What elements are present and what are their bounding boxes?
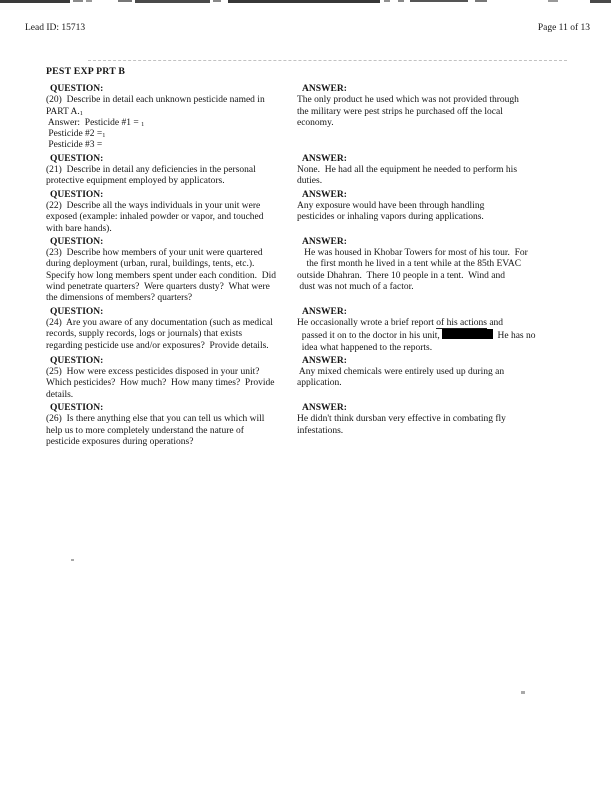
- answer-text: pesticides or inhaling vapors during applications.: [297, 212, 484, 223]
- answer-label: ANSWER:: [302, 236, 347, 247]
- answer-text: idea what happened to the reports.: [297, 342, 433, 353]
- question-text: wind penetrate quarters? Were quarters dusty? What were: [46, 282, 270, 293]
- answer-column: [297, 190, 570, 235]
- answer-text: The only product he used which was not provided through: [297, 95, 519, 106]
- answer-label: ANSWER:: [302, 306, 347, 317]
- question-text: Answer: Pesticide #1 = 1: [46, 117, 145, 128]
- answer-text: He didn't think dursban very effective in combating fly: [297, 414, 506, 425]
- question-text: regarding pesticide use and/or exposures? Provide details.: [46, 340, 269, 351]
- answer-text: He occasionally wrote a brief report of his actions and: [297, 317, 504, 328]
- qa-section-22: [46, 190, 570, 235]
- question-text: (21) Describe in detail any deficiencies in the personal: [46, 165, 256, 176]
- answer-column: [297, 154, 570, 188]
- question-text: (20) Describe in detail each unknown pesticide named in: [46, 95, 265, 106]
- scan-artifact-separator: [88, 60, 567, 61]
- subscript-mark: 1: [141, 120, 145, 128]
- answer-label: ANSWER:: [302, 84, 347, 94]
- qa-section-23: [46, 237, 570, 305]
- answer-text: outside Dhahran. There 10 people in a tent. Wind and: [297, 270, 505, 281]
- answer-label: ANSWER:: [302, 403, 347, 414]
- question-text: during deployment (urban, rural, buildings, tents, etc.).: [46, 259, 255, 270]
- question-text: records, supply records, logs or journals) that exists: [46, 329, 243, 340]
- question-text: PART A.1: [46, 106, 83, 117]
- answer-column: [297, 403, 570, 448]
- answer-text: passed it on to the doctor in his unit, He has no: [297, 331, 536, 342]
- qa-section-20: [46, 84, 570, 152]
- document-title: PEST EXP PRT B: [46, 66, 126, 77]
- question-label: QUESTION:: [50, 236, 104, 247]
- answer-text: application.: [297, 378, 342, 389]
- question-text: (24) Are you aware of any documentation (such as medical: [46, 317, 273, 328]
- question-text: details.: [46, 389, 74, 400]
- page-number: Page 11 of 13: [537, 23, 590, 33]
- answer-text: duties.: [297, 176, 323, 187]
- answer-text: infestations.: [297, 425, 344, 436]
- page-header: [25, 23, 590, 33]
- qa-table: [46, 84, 570, 450]
- answer-column: [297, 307, 570, 354]
- question-text: help us to more completely understand the nature of: [46, 425, 244, 436]
- qa-section-24: [46, 307, 570, 354]
- answer-text: the first month he lived in a tent while at the 85th EVAC: [297, 259, 522, 270]
- answer-text: He was housed in Khobar Towers for most of his tour. For: [297, 248, 528, 259]
- question-text: (23) Describe how members of your unit were quartered: [46, 248, 263, 259]
- answer-label: ANSWER:: [302, 189, 347, 200]
- question-text: Pesticide #2 =1: [46, 129, 106, 140]
- question-column: [46, 403, 297, 448]
- answer-label: ANSWER:: [302, 355, 347, 366]
- question-label: QUESTION:: [50, 84, 104, 94]
- question-label: QUESTION:: [50, 403, 104, 414]
- answer-text: Any mixed chemicals were entirely used up during an: [297, 367, 505, 378]
- question-text: exposed (example: inhaled powder or vapor, and touched: [46, 212, 264, 223]
- question-column: [46, 154, 297, 188]
- answer-text: dust was not much of a factor.: [297, 282, 414, 293]
- question-text: protective equipment employed by applicators.: [46, 176, 225, 187]
- question-label: QUESTION:: [50, 189, 104, 200]
- answer-text: Any exposure would have been through handling: [297, 200, 485, 211]
- answer-text: the military were pest strips he purchased off the local: [297, 106, 503, 117]
- subscript-mark: 1: [102, 132, 106, 140]
- question-column: [46, 307, 297, 354]
- scan-artifact-top-bar: [0, 0, 611, 4]
- question-text: pesticide exposures during operations?: [46, 436, 194, 447]
- question-text: Specify how long members spent under each condition. Did: [46, 270, 277, 281]
- question-label: QUESTION:: [50, 306, 104, 317]
- answer-column: [297, 84, 570, 152]
- lead-id: Lead ID: 15713: [25, 23, 86, 33]
- qa-section-21: [46, 154, 570, 188]
- question-text: (25) How were excess pesticides disposed in your unit?: [46, 367, 260, 378]
- answer-text: economy.: [297, 117, 334, 128]
- question-text: Pesticide #3 =: [46, 140, 103, 151]
- qa-section-26: [46, 403, 570, 448]
- question-column: [46, 237, 297, 305]
- redaction-box: [442, 329, 493, 339]
- question-column: [46, 356, 297, 401]
- question-text: Which pesticides? How much? How many times? Provide: [46, 378, 275, 389]
- question-text: the dimensions of members? quarters?: [46, 293, 193, 304]
- question-text: (26) Is there anything else that you can tell us which will: [46, 414, 265, 425]
- answer-column: [297, 237, 570, 305]
- question-text: (22) Describe all the ways individuals in your unit were: [46, 200, 261, 211]
- question-column: [46, 190, 297, 235]
- question-text: with bare hands).: [46, 223, 112, 234]
- subscript-mark: 1: [79, 109, 83, 117]
- scan-speck: [521, 691, 525, 694]
- question-label: QUESTION:: [50, 153, 104, 164]
- answer-label: ANSWER:: [302, 153, 347, 164]
- question-label: QUESTION:: [50, 355, 104, 366]
- answer-text: None. He had all the equipment he needed to perform his: [297, 165, 518, 176]
- scan-speck: [71, 559, 74, 561]
- answer-column: [297, 356, 570, 401]
- question-column: [46, 84, 297, 152]
- underlined-text: of his actions: [436, 317, 487, 328]
- qa-section-25: [46, 356, 570, 401]
